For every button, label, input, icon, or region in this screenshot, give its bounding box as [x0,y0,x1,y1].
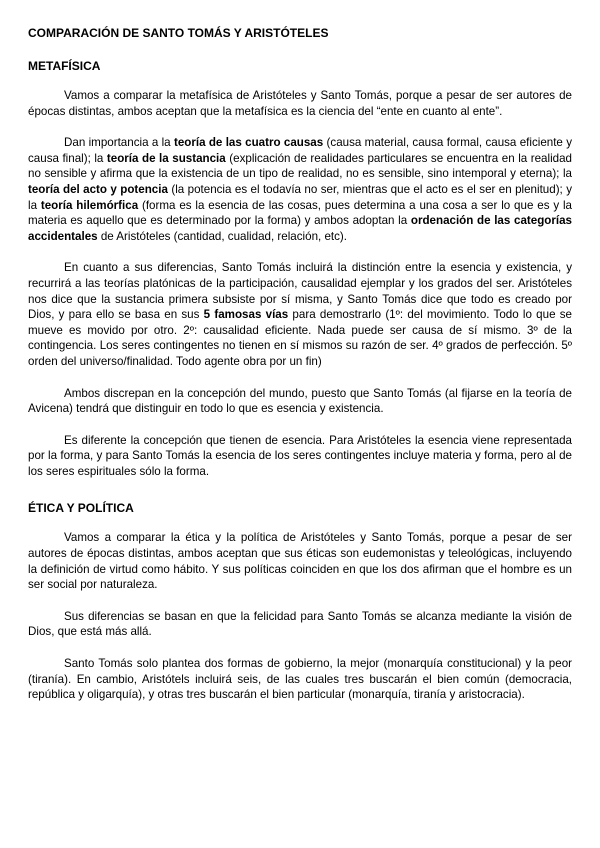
text-run: de Aristóteles (cantidad, cualidad, relación, etc). [97,229,348,243]
bold-term: teoría de la sustancia [106,151,226,165]
body-paragraph [28,609,572,640]
text-run: Es diferente la concepción que tienen de esencia. Para Aristóteles la esencia viene representada por la forma, y para Santo Tomás la esencia de los seres contingentes incluye materia y forma, pero al de los seres espirituales sólo la forma. [28,433,572,478]
body-paragraph [28,88,572,119]
document-title: COMPARACIÓN DE SANTO TOMÁS Y ARISTÓTELES [28,26,329,40]
document-body [28,59,572,703]
text-run: para demostrarlo (1º: del movimiento. Todo lo que se mueve es movido por otro. 2º: causalidad eficiente. Nada puede ser causa de sí mismo. 3º de la contingencia. Los seres contingentes no tienen en sí mismos su razón de ser. 4º grados de perfección. 5º orden del universo/finalidad. Todo agente obra por un fin) [28,308,573,368]
bold-term: teoría hilemórfica [40,198,139,212]
body-paragraph [28,260,572,369]
text-run: (forma es la esencia de las cosas, pues determina a una cosa a ser lo que es y la materia es aquello que es determinado por la forma) y ambos adoptan la [28,198,572,228]
text-run: Ambos discrepan en la concepción del mundo, puesto que Santo Tomás (al fijarse en la teoría de Avicena) tendrá que distinguir en todo lo que es esencia y existencia. [28,386,572,416]
text-run: Sus diferencias se basan en que la felicidad para Santo Tomás se alcanza mediante la visión de Dios, que está más allá. [28,609,572,639]
text-run: Vamos a comparar la ética y la política de Aristóteles y Santo Tomás, porque a pesar de ser autores de épocas distintas, ambos aceptan que sus éticas son eudemonistas y teleológicas, incluyendo la definición de virtud como hábito. Y sus políticas coinciden en que los dos afirman que el hombre es un ser social por naturaleza. [28,531,572,592]
body-paragraph [28,386,572,417]
bold-term: ordenación de las categorías accidentales [28,214,573,243]
bold-term: teoría del acto y potencia [28,182,168,196]
text-run: En cuanto a sus diferencias, Santo Tomás incluirá la distinción entre la esencia y existencia, y recurrirá a las teorías platónicas de la participación, causalidad ejemplar y los grados del ser. Aristóteles nos dice que la sustancia primera subsiste por sí misma, y Santo Tomás dice que todo es creado por Dios, y para ello se basa en sus [28,261,572,322]
body-paragraph [28,656,572,703]
body-paragraph [28,433,572,480]
text-run: (la potencia es el todavía no ser, mientras que el acto es el ser en plenitud); y la [28,182,572,212]
bold-term: 5 famosas vías [203,308,289,322]
text-run: Santo Tomás solo plantea dos formas de gobierno, la mejor (monarquía constitucional) y la peor (tiranía). En cambio, Aristótels incluirá seis, de las cuales tres buscarán el bien común (democracia, república y oligarquía), y otras tres buscarán el bien particular (monarquía, tiranía y aristocracia). [28,657,572,702]
text-run: Dan importancia a la [64,136,174,150]
section-heading: ÉTICA Y POLÍTICA [28,501,134,516]
text-run: Vamos a comparar la metafísica de Aristóteles y Santo Tomás, porque a pesar de ser autores de épocas distintas, ambos aceptan que la metafísica es la ciencia del “ente en cuanto al ente”. [28,89,572,118]
text-run: (explicación de realidades particulares se encuentra en la realidad no sensible y afirma que la existencia de un tipo de realidad, no es sensible, sino intemporal y eterna); la [28,151,572,181]
body-paragraph [28,135,572,244]
text-run: (causa material, causa formal, causa eficiente y causa final); la [28,136,572,165]
bold-term: teoría de las cuatro causas [173,136,324,150]
section-heading: METAFÍSICA [28,59,101,73]
body-paragraph [28,530,572,592]
